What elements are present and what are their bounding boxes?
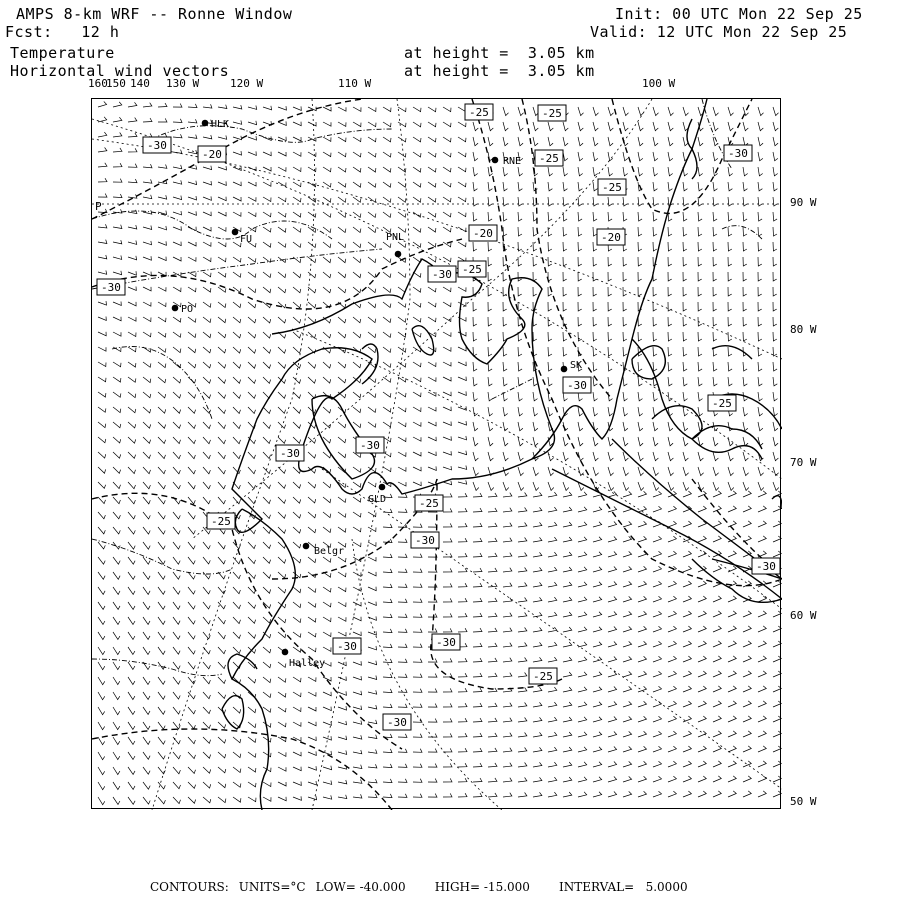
topo-line [152,126,392,143]
station-marker [395,251,402,258]
lon-label-120w: 120 W [230,77,264,90]
init-time: Init: 00 UTC Mon 22 Sep 25 [615,5,863,23]
lon-label-160: 160 [88,77,108,90]
contour-label: -30 [567,379,587,392]
height-label-1: at height = 3.05 km [404,44,595,62]
graticule-line [92,139,782,359]
map-side-label: P [95,200,102,213]
contours-label: CONTOURS: [150,880,229,894]
map-title: AMPS 8-km WRF -- Ronne Window [16,5,293,23]
contour-label: -25 [712,397,732,410]
graticule-line [292,329,782,609]
contour-label: -20 [601,231,621,244]
contour-label: -30 [728,147,748,160]
contour-label: -30 [337,640,357,653]
wind-barb-field [98,102,781,805]
contour-label: -25 [542,107,562,120]
topo-line [92,539,232,574]
topo-line [92,249,382,289]
station-marker [379,484,386,491]
island-coast [692,426,762,449]
contour-label: -25 [462,263,482,276]
contour-line [92,99,362,219]
station-marker [561,366,568,373]
topo-line [92,659,222,676]
interval-label: INTERVAL= 5.0000 [559,880,688,894]
lon-label-140: 140 [130,77,150,90]
station-marker [282,649,289,656]
lon-label-130w: 130 W [166,77,200,90]
forecast-label-text: Fcst: [5,23,53,41]
contour-label: -25 [211,515,231,528]
temperature-contours [92,99,782,810]
topo-line [92,211,332,239]
station-marker [172,305,179,312]
island-coast [772,496,782,509]
forecast-label [5,23,119,41]
topo-line [492,379,532,399]
peninsula-coast [632,339,762,459]
low-label: LOW= -40.000 [315,880,406,894]
contour-info [150,880,698,894]
contour-label: -20 [202,148,222,161]
lon-label-100w: 100 W [642,77,676,90]
units-label: UNITS=°C [238,880,306,894]
island-coast [652,406,702,439]
station-label: FU [240,234,253,245]
topo-line [112,347,212,420]
lat-label-60w: 60 W [790,609,817,622]
contour-label: -25 [539,152,559,165]
contour-label: -30 [387,716,407,729]
lon-label-150: 150 [106,77,126,90]
station-marker [303,543,310,550]
high-label: HIGH= -15.000 [434,880,530,894]
station-label: Belgr [314,546,345,557]
contour-label: -30 [432,268,452,281]
contour-label: -30 [360,439,380,452]
lat-label-80w: 80 W [790,323,817,336]
lat-label-90w: 90 W [790,196,817,209]
ice-shelf-coast [232,259,555,532]
contour-label: -30 [101,281,121,294]
valid-time: Valid: 12 UTC Mon 22 Sep 25 [590,23,848,41]
topography [92,99,762,676]
lat-label-50w: 50 W [790,795,817,808]
island-coast [687,119,697,179]
contour-label: -30 [147,139,167,152]
station-marker [232,229,239,236]
station-label: SK [570,360,583,371]
contour-labels [97,104,780,730]
contour-label: -30 [415,534,435,547]
contour-label: -25 [602,181,622,194]
station-label: Halley [289,658,326,669]
contour-label: -20 [473,227,493,240]
station-marker [492,157,499,164]
station-label: GLD [368,494,387,505]
contour-label: -30 [280,447,300,460]
height-label-2: at height = 3.05 km [404,62,595,80]
ice-rise [412,326,434,355]
lat-label-70w: 70 W [790,456,817,469]
graticule-line [352,539,502,810]
map-canvas [92,99,782,810]
wind-vectors [98,102,781,805]
station-label: RNE [503,156,522,167]
contour-label: -25 [533,670,553,683]
contour-label: -25 [419,497,439,510]
coastline-east [232,509,295,810]
contour-label: -30 [756,560,776,573]
station-label: HLK [211,119,230,130]
map-panel [91,98,781,809]
contour-label: -30 [436,636,456,649]
island-coast [712,346,752,359]
coastline-fragment [222,696,244,729]
contour-label: -25 [469,106,489,119]
lon-label-110w: 110 W [338,77,372,90]
coastlines [222,99,782,810]
station-label: PO [181,304,194,315]
graticule-line [322,469,782,789]
graticule [92,99,782,810]
field-wind-vectors: Horizontal wind vectors [10,62,230,80]
field-temperature: Temperature [10,44,115,62]
station-label: PNL [386,232,405,243]
forecast-hours: 12 h [81,23,120,41]
station-marker [202,120,209,127]
